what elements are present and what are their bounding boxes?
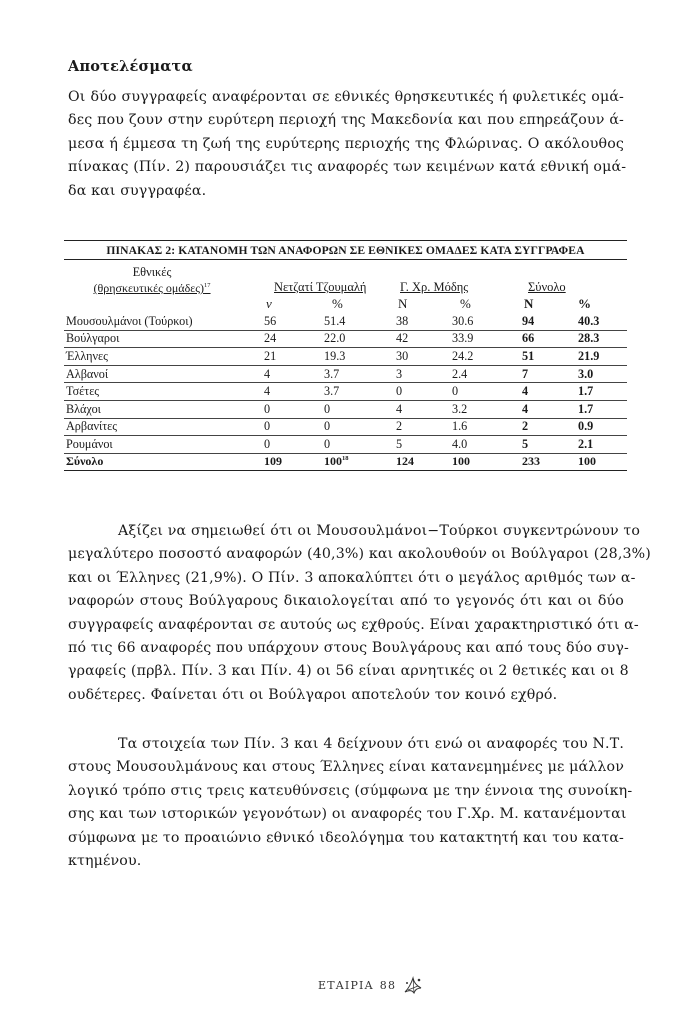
cell-a2-n: 0: [392, 383, 440, 401]
table-subheader-row: [64, 295, 627, 313]
table-header-row: [64, 260, 627, 295]
cell-a2-n: 30: [392, 348, 440, 366]
cell-t-p: 1.7: [570, 400, 627, 418]
table-title: ΠΙΝΑΚΑΣ 2: ΚΑΤΑΝΟΜΗ ΤΩΝ ΑΝΑΦΟΡΩΝ ΣΕ ΕΘΝΙΚΕΣ ΟΜΑΔΕΣ ΚΑΤΑ ΣΥΓΓΡΑΦΕΑ: [64, 240, 627, 260]
row-group-name: Τσέτες: [64, 383, 260, 401]
analysis-paragraph: [68, 520, 651, 707]
cell-a1-p: 3.7: [312, 365, 392, 383]
cell-a1-n: 0: [260, 436, 312, 454]
cell-t-p: 3.0: [570, 365, 627, 383]
text-line: πίνακας (Πίν. 2) παρουσιάζει τις αναφορές των κειμένων κατά εθνική ομά-: [68, 159, 627, 176]
cell-t-n: 4: [518, 383, 570, 401]
sub-pct-total: %: [578, 296, 591, 311]
group-header: [64, 260, 260, 295]
table-row: [64, 348, 627, 366]
text-line: ναφορών στους Βούλγαρους δικαιολογείται από το γεγονός ότι και οι δύο: [68, 593, 624, 610]
sub-pct-2: %: [460, 296, 471, 311]
cell-a2-p: 0: [440, 383, 518, 401]
cell-a2-n: 42: [392, 330, 440, 348]
text-line: συγγραφείς αναφέρονται σε αυτούς ως εχθρούς. Είναι χαρακτηριστικό ότι α-: [68, 616, 639, 633]
cell-t-p: 40.3: [570, 313, 627, 330]
text-line: ουδέτερες. Φαίνεται ότι οι Βούλγαροι αποτελούν τον κοινό εχθρό.: [68, 686, 558, 703]
cell-a1-n: 4: [260, 365, 312, 383]
cell-a2-n: 5: [392, 436, 440, 454]
total-label: Σύνολο: [64, 453, 260, 470]
total-t-p: 100: [570, 453, 627, 470]
row-group-name: Έλληνες: [64, 348, 260, 366]
sub-N-total: N: [524, 296, 534, 311]
row-group-name: Αλβανοί: [64, 365, 260, 383]
cell-a1-n: 0: [260, 400, 312, 418]
group-header-text: (θρησκευτικές ομάδες): [93, 281, 205, 295]
table-row: [64, 436, 627, 454]
total-a1-p: [312, 453, 392, 470]
total-a2-p: 100: [440, 453, 518, 470]
cell-a1-n: 24: [260, 330, 312, 348]
cell-t-n: 66: [518, 330, 570, 348]
group-header-line1: Εθνικές: [132, 265, 172, 279]
cell-a2-p: 2.4: [440, 365, 518, 383]
table-row: [64, 365, 627, 383]
cell-a2-n: 4: [392, 400, 440, 418]
text-line: δα και συγγραφέα.: [68, 182, 207, 199]
table-row: [64, 400, 627, 418]
cell-a1-p: 0: [312, 418, 392, 436]
row-group-name: Βούλγαροι: [64, 330, 260, 348]
table-row: [64, 383, 627, 401]
cell-t-n: 51: [518, 348, 570, 366]
table-row: [64, 313, 627, 330]
text-line: και οι Έλληνες (21,9%). Ο Πίν. 3 αποκαλύπτει ότι ο μεγάλος αριθμός των α-: [68, 569, 636, 586]
row-group-name: Βλάχοι: [64, 400, 260, 418]
cell-a2-n: 3: [392, 365, 440, 383]
cell-a1-p: 22.0: [312, 330, 392, 348]
section-heading: Αποτελέσματα: [68, 58, 193, 75]
author2-header: Γ. Χρ. Μόδης: [400, 280, 469, 294]
sub-v-1: ν: [266, 296, 272, 311]
fleuron-icon: [402, 974, 424, 996]
text-line: κτημένου.: [68, 853, 142, 870]
total-a1-n: 109: [260, 453, 312, 470]
total-header: Σύνολο: [528, 280, 566, 294]
text-line: σύμφωνα με το προαιώνιο εθνικό ιδεολόγημα του κατακτητή και του κατα-: [68, 829, 624, 846]
text-line: μεσα ή έμμεσα τη ζωή της ευρύτερης περιοχής της Φλώρινας. Ο ακόλουθος: [68, 135, 624, 152]
cell-a1-n: 56: [260, 313, 312, 330]
cell-t-p: 2.1: [570, 436, 627, 454]
cell-a1-p: 0: [312, 436, 392, 454]
text-line: στους Μουσουλμάνους και στους Έλληνες είναι κατανεμημένες με μάλλον: [68, 759, 624, 776]
cell-t-n: 4: [518, 400, 570, 418]
cell-a1-p: 19.3: [312, 348, 392, 366]
cell-a2-p: 33.9: [440, 330, 518, 348]
text-line: Οι δύο συγγραφείς αναφέρονται σε εθνικές θρησκευτικές ή φυλετικές ομά-: [68, 89, 624, 105]
text-line: γραφείς (πρβλ. Πίν. 3 και Πίν. 4) οι 56 είναι αρνητικές οι 2 θετικές και οι 8: [68, 663, 629, 680]
cell-a1-n: 21: [260, 348, 312, 366]
text-line: πό τις 66 αναφορές που υπάρχουν στους Βουλγάρους και από τους δύο συγ-: [68, 640, 629, 657]
cell-a2-p: 24.2: [440, 348, 518, 366]
text-line: μεγαλύτερο ποσοστό αναφορών (40,3%) και ακολουθούν οι Βούλγαροι (28,3%): [68, 546, 651, 563]
intro-paragraph: [68, 86, 627, 203]
cell-t-p: 0.9: [570, 418, 627, 436]
author1-header: Νετζατί Τζουμαλή: [274, 280, 367, 294]
cell-a1-n: 4: [260, 383, 312, 401]
cell-a1-n: 0: [260, 418, 312, 436]
cell-a2-p: 1.6: [440, 418, 518, 436]
footnote-marker: 17: [204, 282, 211, 289]
text-line: Τα στοιχεία των Πίν. 3 και 4 δείχνουν ότι ενώ οι αναφορές του Ν.Τ.: [118, 736, 624, 752]
cell-a2-n: 2: [392, 418, 440, 436]
text-line: δες που ζουν στην ευρύτερη περιοχή της Μακεδονία και που επηρεάζουν ά-: [68, 112, 624, 129]
cell-t-n: 2: [518, 418, 570, 436]
page-footer: [318, 974, 424, 996]
total-a2-n: 124: [392, 453, 440, 470]
cell-t-n: 5: [518, 436, 570, 454]
cell-t-n: 7: [518, 365, 570, 383]
text-line: λογικό τρόπο στις τρεις κατευθύνσεις (σύμφωνα με την έννοια της συνοίκη-: [68, 782, 633, 799]
cell-a1-p: 0: [312, 400, 392, 418]
total-a1-p-value: 100: [324, 454, 342, 469]
subheader-blank: [64, 295, 260, 313]
cell-a2-n: 38: [392, 313, 440, 330]
cell-a2-p: 30.6: [440, 313, 518, 330]
cell-t-p: 28.3: [570, 330, 627, 348]
conclusion-paragraph: [68, 733, 633, 873]
page-number: 88: [379, 978, 397, 992]
sub-N-2: N: [398, 296, 408, 311]
cell-a1-p: 3.7: [312, 383, 392, 401]
cell-t-n: 94: [518, 313, 570, 330]
cell-t-p: 1.7: [570, 383, 627, 401]
sub-pct-1: %: [332, 296, 343, 311]
cell-a2-p: 4.0: [440, 436, 518, 454]
text-line: σης και των ιστορικών γεγονότων) οι αναφορές του Γ.Χρ. Μ. κατανέμονται: [68, 806, 627, 823]
row-group-name: Μουσουλμάνοι (Τούρκοι): [64, 313, 260, 330]
cell-a1-p: 51.4: [312, 313, 392, 330]
journal-name: ΕΤΑΙΡΙΑ: [318, 978, 374, 992]
table-total-row: [64, 453, 627, 470]
row-group-name: Ρουμάνοι: [64, 436, 260, 454]
table-row: [64, 330, 627, 348]
distribution-table: [64, 240, 627, 471]
table-grid: [64, 260, 627, 471]
row-group-name: Αρβανίτες: [64, 418, 260, 436]
text-line: Αξίζει να σημειωθεί ότι οι Μουσουλμάνοι−Τούρκοι συγκεντρώνουν το: [118, 523, 641, 539]
group-header-line2: [64, 279, 240, 295]
footnote-marker: 18: [342, 455, 349, 463]
cell-a2-p: 3.2: [440, 400, 518, 418]
table-row: [64, 418, 627, 436]
cell-t-p: 21.9: [570, 348, 627, 366]
total-t-n: 233: [518, 453, 570, 470]
